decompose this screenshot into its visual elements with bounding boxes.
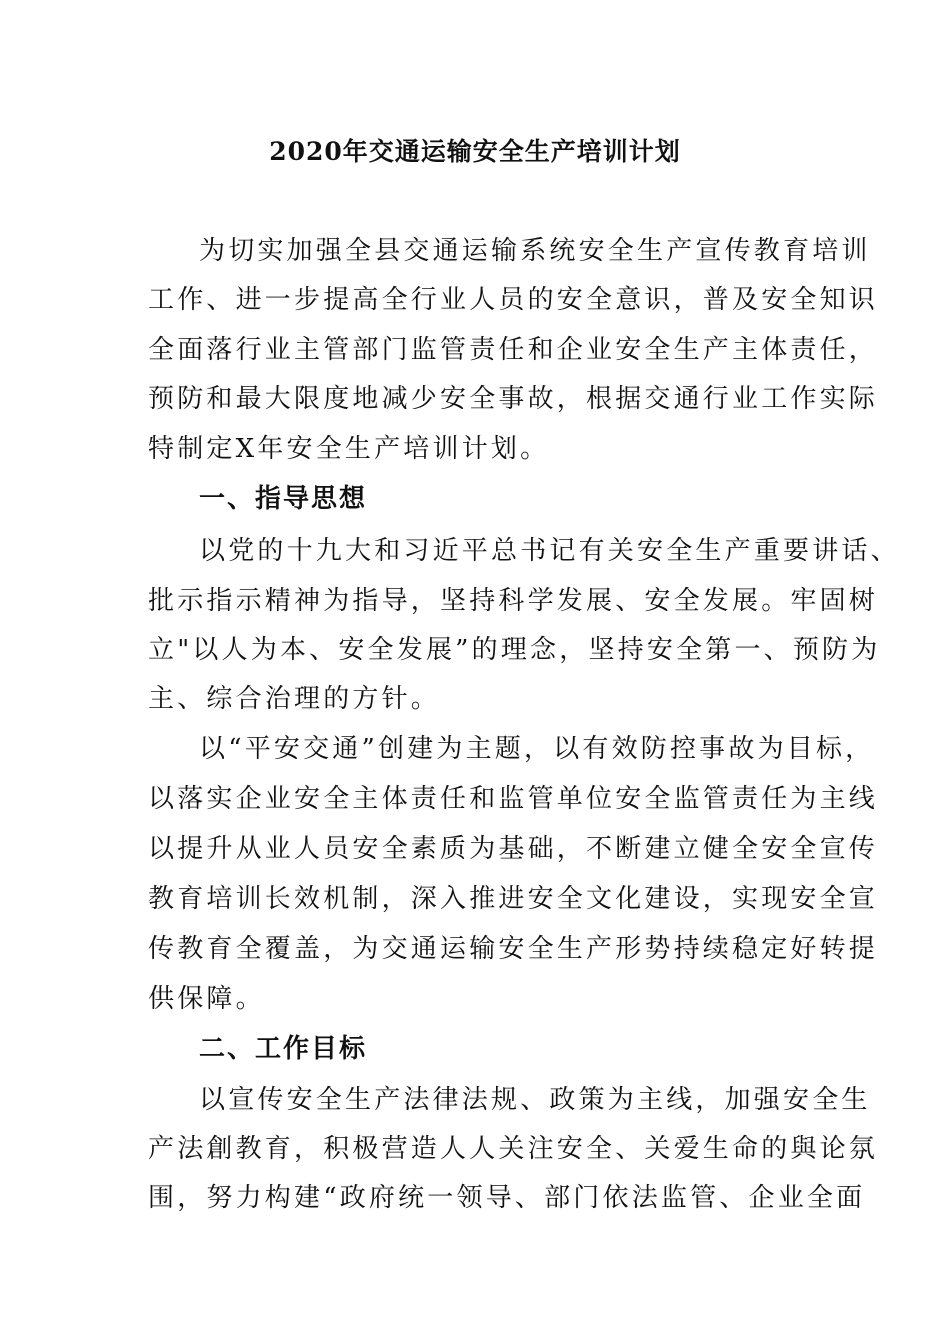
section1-para1-line: 批示指示精神为指导，坚持科学发展、安全发展。牢固树 (148, 586, 879, 616)
section1-para2-line: 以提升从业人员安全素质为基础，不断建立健全安全宣传 (148, 834, 879, 864)
section-heading-work-goals: 二、工作目标 (199, 1034, 368, 1064)
section-heading-guiding-ideology: 一、指导思想 (199, 484, 368, 514)
intro-line: 预防和最大限度地减少安全事故，根据交通行业工作实际 (148, 384, 879, 414)
section1-para1-line: 主、综合治理的方针。 (148, 684, 441, 714)
document-title: 2020年交通运输安全生产培训计划 (269, 137, 681, 166)
intro-line: 特制定X年安全生产培训计划。 (148, 434, 550, 464)
intro-line: 为切实加强全县交通运输系统安全生产宣传教育培训 (199, 236, 871, 266)
section1-para2-line: 教育培训长效机制，深入推进安全文化建设，实现安全宣 (148, 884, 879, 914)
section1-para2-line: 传教育全覆盖，为交通运输安全生产形势持续稳定好转提 (148, 934, 879, 964)
section2-para1-line: 围，努力构建“政府统一领导、部门依法监管、企业全面 (148, 1183, 866, 1213)
section1-para1-line: 立"以人为本、安全发展”的理念，坚持安全第一、预防为 (148, 635, 881, 665)
section1-para2-line: 以“平安交通”创建为主题，以有效防控事故为目标， (199, 734, 875, 764)
section2-para1-line: 产法創教育，积极营造人人关注安全、关爱生命的與论氛 (148, 1134, 879, 1164)
section1-para2-line: 以落实企业安全主体责任和监管单位安全监管责任为主线 (148, 784, 879, 814)
intro-line: 工作、进一步提高全行业人员的安全意识，普及安全知识 (148, 285, 879, 315)
section1-para2-line: 供保障。 (148, 984, 265, 1014)
intro-line: 全面落行业主管部门监管责任和企业安全生产主体责任， (148, 335, 879, 365)
section1-para1-line: 以党的十九大和习近平总书记有关安全生产重要讲话、 (199, 536, 900, 566)
section2-para1-line: 以宣传安全生产法律法规、政策为主线，加强安全生 (199, 1085, 871, 1115)
